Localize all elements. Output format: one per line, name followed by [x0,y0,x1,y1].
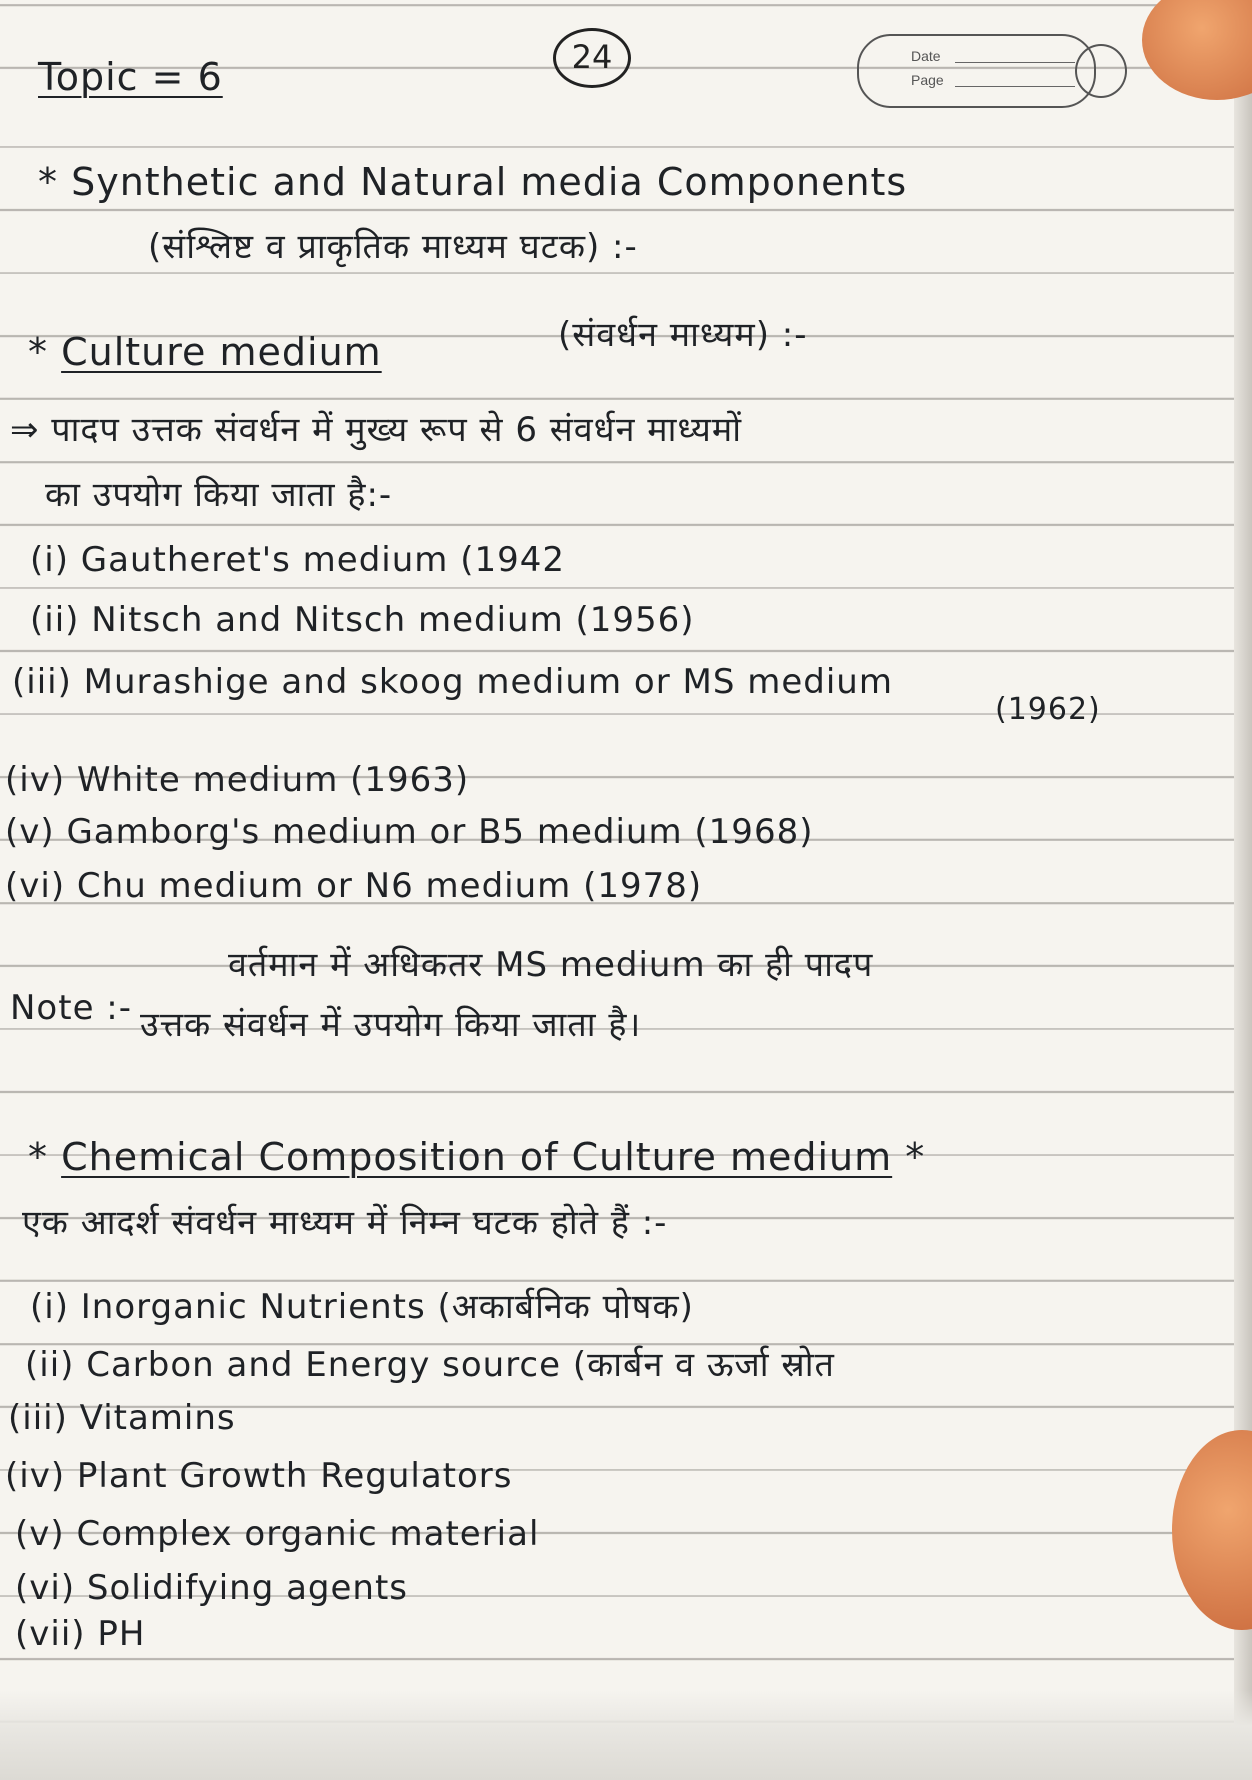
note-line-2: उत्तक संवर्धन में उपयोग किया जाता है। [140,1005,642,1045]
note-line-1: वर्तमान में अधिकतर MS medium का ही पादप [228,945,874,985]
section-1-title: * Synthetic and Natural media Components [38,160,908,204]
component-item-4: (iv) Plant Growth Regulators [5,1456,513,1496]
stamp-date-label: Date [911,48,941,64]
media-item-1: (i) Gautheret's medium (1942 [30,540,565,580]
component-item-2: (ii) Carbon and Energy source (कार्बन व ऊर्जा स्रोत [25,1345,835,1385]
component-item-3: (iii) Vitamins [8,1398,236,1438]
topic-heading: Topic = 6 [38,55,223,99]
component-item-1: (i) Inorganic Nutrients (अकार्बनिक पोषक) [30,1287,694,1327]
component-item-5: (v) Complex organic material [15,1514,540,1554]
page-bottom-shadow [0,1690,1252,1780]
culture-medium-hindi: (संवर्धन माध्यम) :- [558,315,808,355]
page-number: 24 [553,28,631,88]
media-item-5: (v) Gamborg's medium or B5 medium (1968) [5,812,814,852]
finger-bottom [1172,1430,1252,1630]
date-page-stamp [857,34,1127,110]
media-item-2: (ii) Nitsch and Nitsch medium (1956) [30,600,695,640]
media-item-4: (iv) White medium (1963) [5,760,470,800]
intro-line-2: का उपयोग किया जाता है:- [45,475,393,515]
media-item-6: (vi) Chu medium or N6 medium (1978) [5,866,703,906]
section-1-hindi-title: (संश्लिष्ट व प्राकृतिक माध्यम घटक) :- [148,227,638,267]
section-3-intro: एक आदर्श संवर्धन माध्यम में निम्न घटक होते हैं :- [22,1203,668,1243]
media-item-3: (iii) Murashige and skoog medium or MS medium [12,662,893,702]
note-label: Note :- [10,988,133,1028]
finger-top [1142,0,1252,100]
intro-line-1: ⇒ पादप उत्तक संवर्धन में मुख्य रूप से 6 संवर्धन माध्यमों [10,410,743,450]
component-item-6: (vi) Solidifying agents [15,1568,409,1608]
section-3-heading: * Chemical Composition of Culture medium * [28,1135,926,1179]
culture-medium-heading: * Culture medium [28,330,382,374]
stamp-page-label: Page [911,72,944,88]
component-item-7: (vii) PH [15,1614,146,1654]
media-item-3-year: (1962) [995,692,1101,727]
